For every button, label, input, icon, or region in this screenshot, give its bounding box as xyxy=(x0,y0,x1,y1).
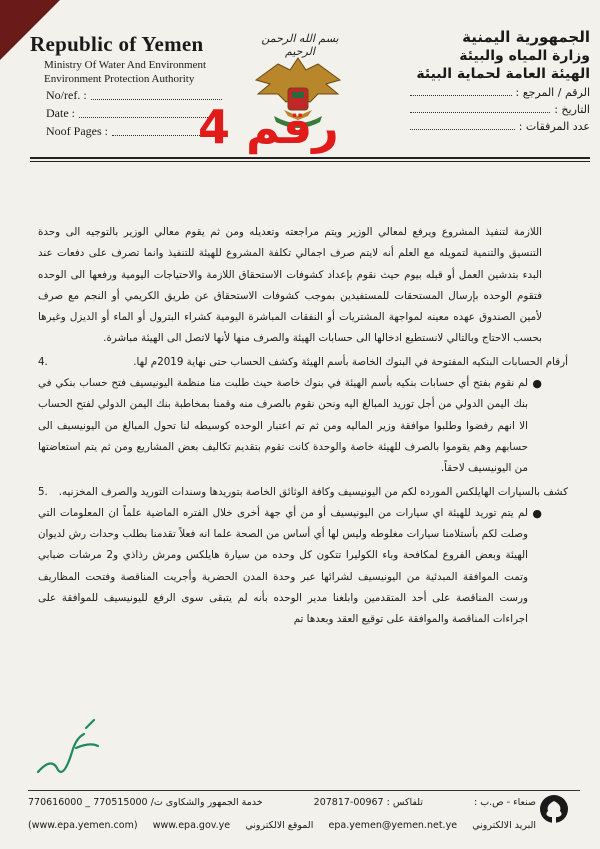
en-date-field: Date : xyxy=(46,106,222,121)
footer-website-link[interactable]: www.epa.gov.ye xyxy=(152,820,231,831)
section-5-number: 5. xyxy=(38,485,48,498)
footer-hotline: خدمة الجمهور والشكاوى ت/ 770515000 _ 770616000 xyxy=(28,797,263,808)
ar-country-title: الجمهورية اليمنية xyxy=(462,28,590,46)
header-divider xyxy=(30,157,590,159)
ar-date-field: التاريخ : xyxy=(410,103,590,116)
en-country-title: Republic of Yemen xyxy=(30,32,204,56)
section-5-bullet-text: لم يتم توريد للهيئة اي سيارات من اليونيسيف أو من أي جهة أخرى خلال الفتره الماضية علماً ان المعلومات التي وصلت لكم بأستلامنا سيارات مغلوطه وليس لها أي أساس من الصحة علما انه فعلاً تقدمنا بطلب وحدات رش لديوان الهيئة وبعض الفروع لمكافحة وباء الكوليرا تتكون كل وحده من سيارة هايلكس ومرش رذاذي و2 مرشات ضبابي وتمت الموافقة المبدئية من اليونيسيف لشرائها عبر وحدة المدن الحضرية وأجريت المناقصة وفتحت المظاريف ورست المناقصة على أحد المتقدمين وابلغنا مدير الوحده بأنه لم يتبقى سوى الرفع لليونيسيف للموافقة على اجراءات المناقصة والموافقة على توقيع العقد وبعدها تم xyxy=(38,506,529,626)
footer-email-label: البريد الالكتروني xyxy=(472,820,536,831)
letter-body xyxy=(38,222,568,631)
header-divider-thin xyxy=(30,161,590,162)
en-pages-field: Noof Pages : xyxy=(46,124,222,139)
basmala: بسم الله الرحمن الرحيم xyxy=(261,32,339,58)
section-5-heading xyxy=(38,482,568,503)
footer-contacts-row xyxy=(28,797,580,808)
section-5-bullet xyxy=(38,503,568,631)
section-4-bullet xyxy=(38,373,568,479)
ar-ministry: وزارة المياه والبيئة xyxy=(459,48,590,64)
arabic-header xyxy=(410,28,590,133)
bullet-dot-icon: ● xyxy=(532,506,542,520)
section-4-bullet-text: لم نقوم بفتح أي حسابات بنكيه بأسم الهيئة في بنوك خاصة حيث طلبت منا منظمة اليونيسيف فتح حساب بنكي في بنك اليمن الدولي من أجل توريد المبالغ اليه ونحن نقوم بالصرف منه وقمنا بمخاطبة بنك اليمن الدولي لفتح الحساب الا انهم رفضوا وطلبوا موافقة وزير الماليه ومن ثم تم اعتبار الوحده كوسيطه لنا تحول المبالغ من اليونيسيف الى حسابهم وهم يقوموا بالصرف للهيئة خاصة والوحدة كانت تقوم بتقديم تكاليف بعض المشاريع ومن ثم يتم استعاضتها من اليونيسيف لاحقاً. xyxy=(38,377,528,475)
section-4-heading xyxy=(38,352,568,373)
en-authority: Environment Protection Authority xyxy=(44,73,195,85)
english-header xyxy=(12,32,222,139)
footer-website-alt-link[interactable]: (www.epa.yemen.com) xyxy=(28,820,138,831)
section-4-number: 4. xyxy=(38,355,48,368)
ar-authority: الهيئة العامة لحماية البيئة xyxy=(416,66,590,82)
en-ministry: Ministry Of Water And Environment xyxy=(44,59,207,71)
ar-ref-field: الرقم / المرجع : xyxy=(410,86,590,99)
letterhead xyxy=(0,0,600,165)
footer-fax: تلفاكس : 00967-207817 xyxy=(313,797,423,808)
footer-address: صنعاء - ص.ب : xyxy=(473,797,536,808)
footer-web-row xyxy=(28,820,580,831)
footer-divider xyxy=(28,790,580,791)
page-number-stamp: رقم 4 xyxy=(198,100,339,154)
ar-attachments-field: عدد المرفقات : xyxy=(410,120,590,133)
section-4-title: أرقام الحسابات البنكيه المفتوحة في البنوك الخاصة بأسم الهيئة وكشف الحساب حتى نهاية 2019م لها. xyxy=(133,355,568,368)
en-ref-field: No/ref. : xyxy=(46,88,222,103)
footer-email-link[interactable]: epa.yemen@yemen.net.ye xyxy=(328,820,458,831)
signature-icon xyxy=(28,712,108,782)
bullet-dot-icon: ● xyxy=(532,377,542,391)
intro-paragraph: اللازمة لتنفيذ المشروع ويرفع لمعالي الوزير ويتم مراجعته وتعديله ومن ثم يقوم معالي الوزير بالتوجيه الى وحدة التنسيق والتنمية لتمويله مع العلم أنه لايتم صرف اجمالي تكلفة المشروع للهيئة للتنفيذ وانما تصرف على دفعات عند البدء بتدشين العمل أو قبله بيوم حيث نقوم بإعداد كشوفات الاستحقاق اللازمة والاحتياجات اليومية ورفعها الى الوحده فتقوم الوحده بإرسال المستحقات للمستفيدين بموجب كشوفات الاستحقاق عن طريق الكريمي أو النجم مع صرف لأمين الصندوق عهده معينه لمواجهة المشتريات أو النفقات المباشرة اليومية كشراء البترول أو الماء أو الديزل وغيرها بحسب الاحتاج وبالتالي لانستطيع ادخالها الى حسابات الهيئة والصرف منها لأنها لاتصل الى الهيئة مباشرة. xyxy=(38,226,542,345)
footer-website-label: الموقع الالكتروني xyxy=(245,820,314,831)
section-5-title: كشف بالسيارات الهايلكس المورده لكم من اليونيسيف وكافة الوثائق الخاصة بتوريدها وسندات التوريد والصرف المخزنيه. xyxy=(58,485,568,498)
